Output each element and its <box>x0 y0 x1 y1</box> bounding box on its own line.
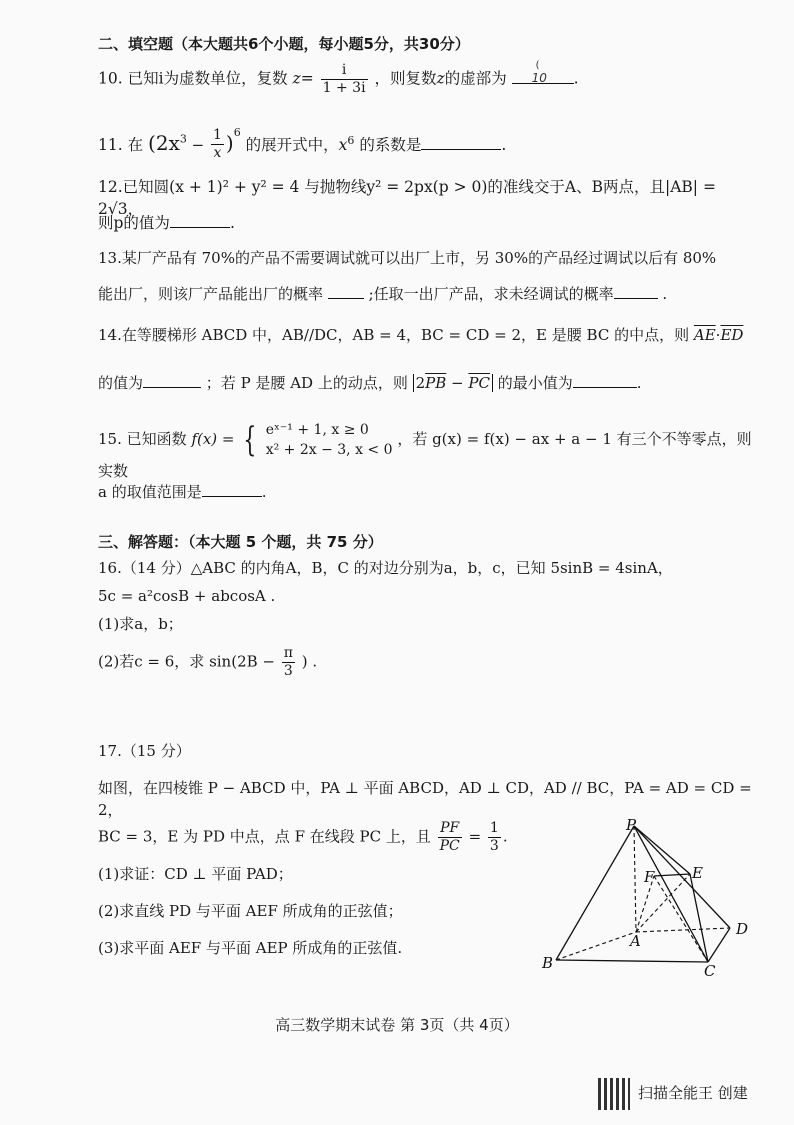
q15-brace: { <box>243 420 257 460</box>
q14-dot: · <box>715 326 721 344</box>
q14-line2-c: 的最小值为 <box>497 374 573 392</box>
q16-part2 <box>98 645 764 680</box>
q10-hand-top: ( <box>535 59 540 71</box>
q17-part1: (1)求证：CD ⊥ 平面 PAD； <box>98 865 293 883</box>
q10-fraction <box>321 62 368 97</box>
q10-eq: = <box>300 69 314 88</box>
q11-expr-right: ) <box>225 131 234 155</box>
q10-hand-answer: 10 <box>531 70 547 85</box>
q13-answer-blank-1 <box>328 284 364 299</box>
q10-frac-den: 1 + 3i <box>322 80 366 96</box>
q15-cases <box>266 420 393 460</box>
q17-r-num: 1 <box>489 820 499 836</box>
q12-number: 12. <box>98 178 123 196</box>
question-12-line2 <box>98 212 764 234</box>
q17-frac-den: PC <box>439 838 460 854</box>
q15-text-a: 已知函数 <box>126 430 187 448</box>
question-16: 16.（14 分）△ABC 的内角A，B，C 的对边分别为a，b，c，已知 5sinB = 4sinA， <box>98 559 673 577</box>
q16-line2: 5c = a²cosB + abcosA . <box>98 587 276 605</box>
section-2-title: 二、填空题（本大题共6个小题，每小题5分，共30分） <box>98 35 470 53</box>
q13-number: 13. <box>98 249 122 267</box>
q17-eq: = <box>468 827 482 846</box>
q16-p2-a: (2)若c = 6，求 sin(2B − <box>98 652 275 671</box>
q13-line1: 某厂产品有 70%的产品不需要调试就可以出厂上市，另 30%的产品经过调试以后有 80% <box>121 249 717 267</box>
q14-line1-a: 在等腰梯形 ABCD 中，AB//DC，AB = 4，BC = CD = 2，E 是腰 BC 的中点，则 <box>121 326 690 344</box>
q16-frac-den: 3 <box>283 663 293 679</box>
q11-x6-exp: 6 <box>347 133 355 147</box>
q15-end: . <box>261 483 267 501</box>
q17-part2: (2)求直线 PD 与平面 AEF 所成角的正弦值； <box>98 902 403 920</box>
q17-frac-num: PF <box>438 820 462 838</box>
q15-case2: x² + 2x − 3, x < 0 <box>265 442 393 458</box>
q15-case1: eˣ⁻¹ + 1, x ≥ 0 <box>265 422 369 438</box>
q11-minus: − <box>186 136 209 154</box>
q14-abs-2: 2 <box>415 374 426 392</box>
q15-answer-blank <box>202 482 262 497</box>
q16-fraction <box>282 645 295 680</box>
q10-frac-num: i <box>321 62 368 80</box>
q15-number: 15. <box>98 430 122 448</box>
q17-line2-b: . <box>502 827 508 846</box>
label-p: P <box>626 816 637 834</box>
q16-p2-b: ) . <box>301 652 318 671</box>
q14-vec-pc: $\overline{PC}$ <box>468 374 490 392</box>
label-a: A <box>630 932 641 950</box>
q10-end: . <box>573 69 579 88</box>
q11-text-c: 的系数是 <box>359 136 422 154</box>
q11-text-a: 在 <box>127 136 144 154</box>
question-17: 17.（15 分） <box>98 742 191 760</box>
q16-frac-num: π <box>283 645 293 661</box>
label-d: D <box>736 920 749 938</box>
label-f: F <box>644 868 655 886</box>
label-b: B <box>542 954 554 972</box>
q14-minus: − <box>446 374 469 392</box>
q17-part3: (3)求平面 AEF 与平面 AEP 所成角的正弦值. <box>98 939 403 957</box>
question-14-line2 <box>98 372 764 394</box>
q14-answer-blank-1 <box>143 373 201 388</box>
q17-r-den: 3 <box>489 838 499 854</box>
question-14 <box>98 324 764 346</box>
q17-frac-pf-pc <box>438 820 462 855</box>
question-11 <box>98 122 764 162</box>
q13-line2-a: 能出厂，则该厂产品能出厂的概率 <box>98 285 324 303</box>
q12-end: . <box>229 214 235 232</box>
q10-text-c: ，则复数 <box>374 69 437 88</box>
q14-end: . <box>636 374 642 392</box>
q11-fraction <box>211 127 224 162</box>
q12-answer-blank <box>170 213 230 228</box>
q13-end: . <box>662 285 668 303</box>
q10-number: 10. <box>98 69 123 88</box>
q11-exp3: 3 <box>179 132 187 146</box>
q10-z2: z <box>436 69 445 88</box>
label-c: C <box>704 962 716 980</box>
q14-vec-ed: $\overline{ED}$ <box>720 326 744 344</box>
q13-line2-b: ;任取一出厂产品，求未经调试的概率 <box>368 285 614 303</box>
q11-x6: x <box>338 136 348 154</box>
q14-line2-a: 的值为 <box>98 374 144 392</box>
question-13 <box>98 247 764 269</box>
scanner-watermark: 扫描全能王 创建 <box>638 1084 748 1102</box>
section-3-title: 三、解答题：（本大题 5 个题，共 75 分） <box>98 533 383 551</box>
q14-vec-pb: $\overline{PB}$ <box>425 374 447 392</box>
page-footer: 高三数学期末试卷 第 3页（共 4页） <box>275 1016 519 1034</box>
q15-line2-a: a 的取值范围是 <box>98 483 202 501</box>
q11-expr <box>148 126 241 161</box>
q17-frac-ratio <box>488 820 501 855</box>
q11-frac-den: x <box>213 145 222 161</box>
q15-f: f(x) = <box>191 430 235 448</box>
q10-text-d: 的虚部为 <box>444 69 507 88</box>
q10-text-a: 已知 <box>127 69 159 88</box>
q13-answer-blank-2 <box>614 284 658 299</box>
q10-text-b: 为虚数单位，复数 <box>163 69 288 88</box>
q11-text-b: 的展开式中， <box>245 136 339 154</box>
q14-vec-ae: $\overline{AE}$ <box>693 326 716 344</box>
question-13-line2 <box>98 283 764 305</box>
q11-answer-blank <box>421 135 501 150</box>
q11-exp6: 6 <box>233 126 241 139</box>
q11-frac-num: 1 <box>212 127 222 143</box>
question-10 <box>98 59 764 97</box>
q10-z: z <box>292 69 301 88</box>
q14-line2-b: ；若 P 是腰 AD 上的动点，则 <box>205 374 408 392</box>
label-e: E <box>692 864 703 882</box>
q11-expr-left: (2x <box>148 131 180 155</box>
q12-line1: 已知圆(x + 1)² + y² = 4 与抛物线y² = 2px(p > 0)的准线交于A、B两点，且|AB| = 2√3， <box>98 178 716 218</box>
q14-abs-expr <box>413 374 493 392</box>
q17-line2-a: BC = 3，E 为 PD 中点，点 F 在线段 PC 上，且 <box>98 827 431 846</box>
question-15-line2 <box>98 481 764 503</box>
q11-number: 11. <box>98 136 123 154</box>
q14-answer-blank-2 <box>573 373 637 388</box>
qr-code-icon <box>598 1078 630 1110</box>
q10-answer-blank <box>512 59 574 85</box>
q16-part1: (1)求a，b； <box>98 615 183 633</box>
q17-line1: 如图，在四棱锥 P − ABCD 中，PA ⊥ 平面 ABCD，AD ⊥ CD，AD // BC，PA = AD = CD = 2， <box>98 779 752 819</box>
q12-line2-a: 则p的值为 <box>98 214 170 232</box>
q14-number: 14. <box>98 326 122 344</box>
q15-text-b: ，若 g(x) = f(x) − ax + a − 1 有三个不等零点，则实数 <box>98 430 752 480</box>
q10-i: i <box>158 69 164 88</box>
q11-end: . <box>501 136 507 154</box>
pyramid-figure <box>530 812 770 980</box>
question-15 <box>98 420 764 482</box>
